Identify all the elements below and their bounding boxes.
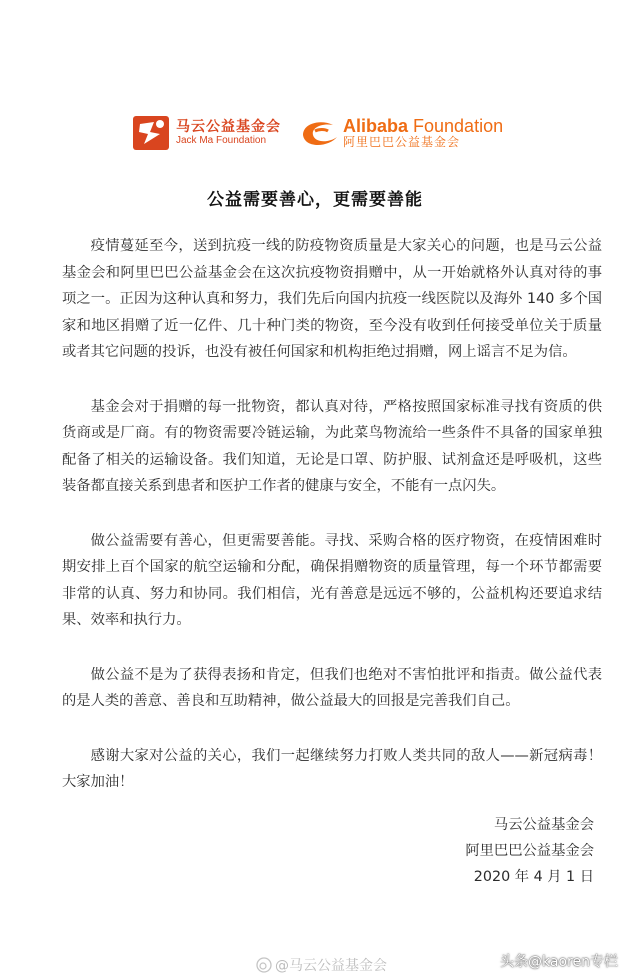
weibo-watermark-text: @马云公益基金会 <box>275 958 387 974</box>
signature-org-2: 阿里巴巴公益基金会 <box>465 843 594 859</box>
statement-title: 公益需要善心，更需要善能 <box>207 190 423 210</box>
signature-date: 2020 年 4 月 1 日 <box>473 869 594 885</box>
alibaba-smile-icon <box>297 113 341 153</box>
alibaba-foundation-logo <box>297 113 503 153</box>
paragraph: 做公益需要有善心，但更需要善能。寻找、采购合格的医疗物资，在疫情困难时期安排上百个国家的航空运输和分配，确保捐赠物资的质量管理，每一个环节都需要非常的认真、努力和协同。我们相信，光有善意是远远不够的，公益机构还要追求结果、效率和执行力。 <box>62 532 602 628</box>
jack-ma-seal-icon <box>130 112 172 154</box>
statement-body <box>62 233 602 796</box>
jack-ma-en-name: Jack Ma Foundation <box>176 135 267 147</box>
jack-ma-cn-name: 马云公益基金会 <box>176 118 281 135</box>
weibo-icon <box>256 957 272 973</box>
alibaba-en-name: Alibaba Foundation <box>343 116 504 137</box>
logo-bar <box>130 112 503 154</box>
signature-block <box>465 812 594 890</box>
weibo-watermark <box>256 955 387 975</box>
paragraph: 基金会对于捐赠的每一批物资，都认真对待，严格按照国家标准寻找有资质的供货商或是厂商。有的物资需要冷链运输，为此菜鸟物流给一些条件不具备的国家单独配备了相关的运输设备。我们知道，无论是口罩、防护服、试剂盒还是呼吸机，这些装备都直接关系到患者和医护工作者的健康与安全，不能有一点闪失。 <box>62 398 602 494</box>
toutiao-watermark: 头条@kaoren专栏 <box>500 954 618 970</box>
jack-ma-foundation-logo <box>130 112 281 154</box>
paragraph: 感谢大家对公益的关心，我们一起继续努力打败人类共同的敌人——新冠病毒！大家加油！ <box>62 747 602 790</box>
signature-org-1: 马云公益基金会 <box>493 817 594 833</box>
alibaba-cn-name: 阿里巴巴公益基金会 <box>343 135 461 150</box>
paragraph: 做公益不是为了获得表扬和肯定，但我们也绝对不害怕批评和指责。做公益代表的是人类的善意、善良和互助精神，做公益最大的回报是完善我们自己。 <box>62 666 602 709</box>
paragraph: 疫情蔓延至今，送到抗疫一线的防疫物资质量是大家关心的问题，也是马云公益基金会和阿里巴巴公益基金会在这次抗疫物资捐赠中，从一开始就格外认真对待的事项之一。正因为这种认真和努力，我们先后向国内抗疫一线医院以及海外 140 多个国家和地区捐赠了近一亿件、几十种门类的物资，至今没有收到任何接受单位关于质量或者其它问题的投诉，也没有被任何国家和机构拒绝过捐赠，网上谣言不足为信。 <box>62 238 602 360</box>
